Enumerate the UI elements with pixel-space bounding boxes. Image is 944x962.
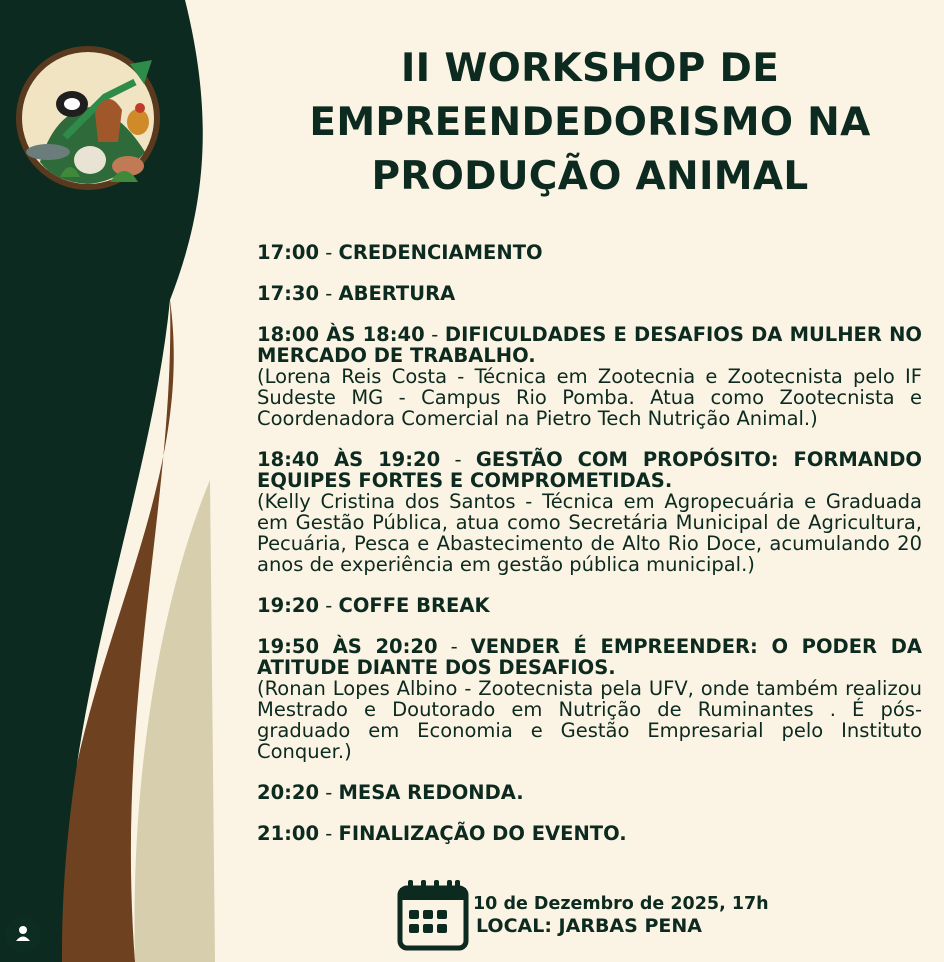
item-separator: - xyxy=(437,635,471,658)
event-date: 10 de Dezembro de 2025, 17h xyxy=(473,894,769,914)
event-info xyxy=(397,878,777,952)
schedule-item xyxy=(257,283,922,304)
profile-button[interactable] xyxy=(5,916,41,952)
schedule-item xyxy=(257,449,922,575)
item-title: DIFICULDADES E DESAFIOS DA MULHER NO MERCADO DE TRABALHO. xyxy=(257,323,922,367)
schedule-item xyxy=(257,636,922,762)
item-separator: - xyxy=(424,323,445,346)
title-line-3: PRODUÇÃO ANIMAL xyxy=(371,154,809,199)
item-title: COFFE BREAK xyxy=(338,594,490,617)
item-time: 17:00 xyxy=(257,241,320,264)
item-description: (Ronan Lopes Albino - Zootecnista pela UFV, onde também realizou Mestrado e Doutorado em Nutrição de Ruminantes . É pós-graduado em Economia e Gestão Empresarial pelo Instituto Conquer.) xyxy=(257,677,922,763)
item-separator: - xyxy=(319,241,339,264)
schedule-item xyxy=(257,823,922,844)
item-time: 20:20 xyxy=(257,781,320,804)
schedule-item xyxy=(257,782,922,803)
item-title: FINALIZAÇÃO DO EVENTO. xyxy=(338,822,627,845)
item-time: 18:40 ÀS 19:20 xyxy=(257,448,441,471)
item-separator: - xyxy=(440,448,476,471)
item-separator: - xyxy=(319,282,339,305)
item-title: GESTÃO COM PROPÓSITO: FORMANDO EQUIPES FORTES E COMPROMETIDAS. xyxy=(257,448,922,492)
item-description: (Lorena Reis Costa - Técnica em Zootecnia e Zootecnista pelo IF Sudeste MG - Campus Rio Pomba. Atua como Zootecnista e Coordenadora Comercial na Pietro Tech Nutrição Animal.) xyxy=(257,365,922,430)
livestock-logo xyxy=(10,42,170,192)
item-time: 21:00 xyxy=(257,822,320,845)
item-time: 18:00 ÀS 18:40 xyxy=(257,323,425,346)
page-title xyxy=(300,42,880,204)
schedule-list xyxy=(257,242,922,864)
calendar-icon xyxy=(397,878,471,952)
title-line-2: EMPREENDEDORISMO NA xyxy=(309,100,871,145)
item-description: (Kelly Cristina dos Santos - Técnica em Agropecuária e Graduada em Gestão Pública, atua como Secretária Municipal de Agricultura, Pecuária, Pesca e Abastecimento de Alto Rio Doce, acumulando 20 anos de experiência em gestão pública municipal.) xyxy=(257,490,922,576)
person-icon xyxy=(5,916,41,952)
schedule-item xyxy=(257,595,922,616)
item-separator: - xyxy=(319,594,339,617)
item-time: 19:50 ÀS 20:20 xyxy=(257,635,438,658)
item-title: MESA REDONDA. xyxy=(338,781,524,804)
item-time: 17:30 xyxy=(257,282,320,305)
schedule-item xyxy=(257,324,922,429)
item-title: ABERTURA xyxy=(338,282,456,305)
item-title: VENDER É EMPREENDER: O PODER DA ATITUDE DIANTE DOS DESAFIOS. xyxy=(257,635,922,679)
title-line-1: II WORKSHOP DE xyxy=(400,46,780,91)
item-separator: - xyxy=(319,822,339,845)
schedule-item xyxy=(257,242,922,263)
event-location: LOCAL: JARBAS PENA xyxy=(476,915,702,937)
item-title: CREDENCIAMENTO xyxy=(338,241,543,264)
item-separator: - xyxy=(319,781,339,804)
item-time: 19:20 xyxy=(257,594,320,617)
